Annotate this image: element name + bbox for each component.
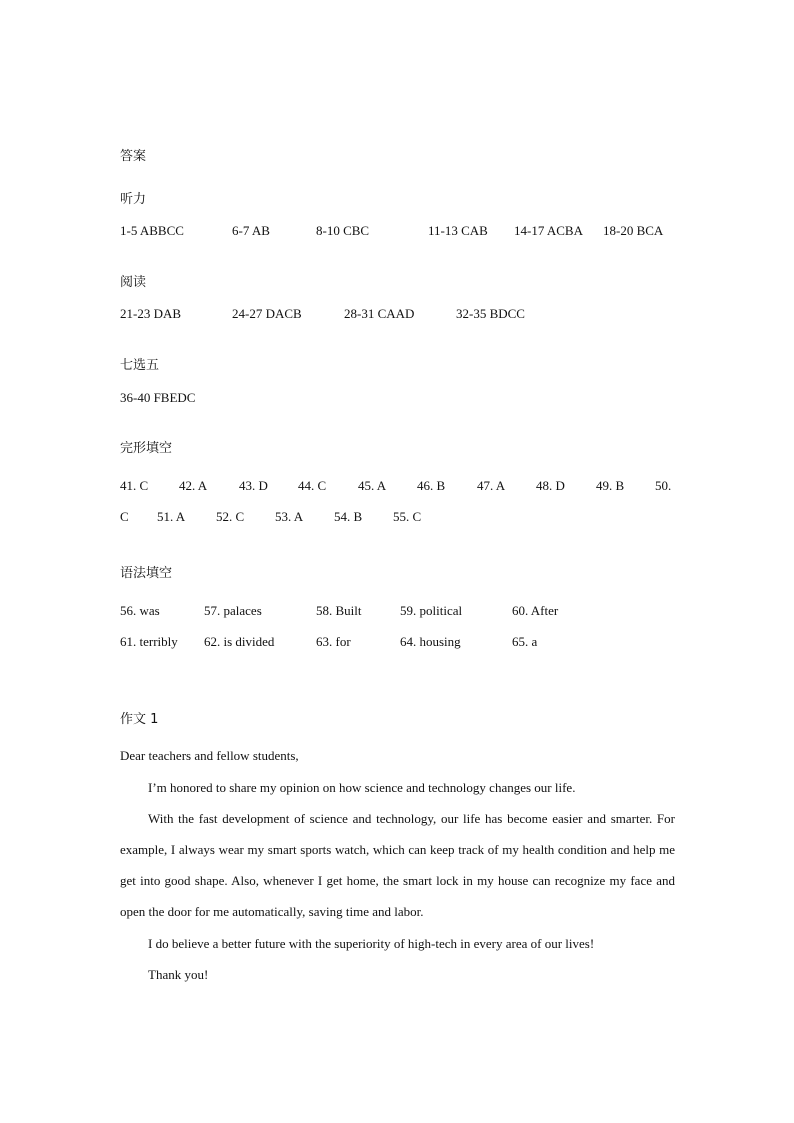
cloze-answer: 46. B	[417, 478, 446, 493]
essay-greeting: Dear teachers and fellow students,	[120, 748, 299, 763]
cloze-answer: 51. A	[157, 509, 186, 524]
cloze-answer: 55. C	[393, 509, 422, 524]
grammar-answer: 57. palaces	[204, 603, 262, 618]
listening-answer: 8-10 CBC	[316, 223, 370, 238]
cloze-answer: 44. C	[298, 478, 327, 493]
cloze-answer: 50.	[655, 478, 672, 493]
grammar-answer: 56. was	[120, 603, 160, 618]
essay-closing: Thank you!	[148, 967, 209, 982]
cloze-answer: 49. B	[596, 478, 625, 493]
cloze-answer: 43. D	[239, 478, 268, 493]
essay-paragraph: With the fast development of science and technology, our life has become easier and smarter. For example, I always wear my smart sports watch, which can keep track of my health condition and help me get into good shape. Also, whenever I get home, the smart lock in my house can recognize my face and open the door for me automatically, saving time and labor.	[120, 811, 675, 919]
cloze-answer: 48. D	[536, 478, 565, 493]
listening-answer: 14-17 ACBA	[514, 223, 583, 238]
reading-answer: 24-27 DACB	[232, 306, 302, 321]
reading-heading: 阅读	[120, 275, 147, 290]
cloze-answer: 41. C	[120, 478, 149, 493]
grammar-answer: 60. After	[512, 603, 559, 618]
reading-answer: 28-31 CAAD	[344, 306, 415, 321]
grammar-answer: 64. housing	[400, 634, 461, 649]
grammar-answer: 59. political	[400, 603, 463, 618]
cloze-answer: C	[120, 509, 129, 524]
essay-heading: 作文 1	[120, 712, 159, 727]
essay-paragraph: I do believe a better future with the superiority of high-tech in every area of our lives!	[148, 936, 595, 951]
cloze-answer: 42. A	[179, 478, 208, 493]
grammar-answer: 61. terribly	[120, 634, 178, 649]
grammar-answer: 58. Built	[316, 603, 362, 618]
page-title: 答案	[120, 149, 147, 164]
cloze-answer: 47. A	[477, 478, 506, 493]
reading-answer: 21-23 DAB	[120, 306, 182, 321]
seven-five-heading: 七选五	[120, 358, 160, 373]
listening-heading: 听力	[120, 192, 147, 207]
listening-answer: 1-5 ABBCC	[120, 223, 184, 238]
cloze-answer: 54. B	[334, 509, 363, 524]
essay-paragraph: I’m honored to share my opinion on how science and technology changes our life.	[148, 780, 576, 795]
cloze-answer: 53. A	[275, 509, 304, 524]
cloze-answer: 45. A	[358, 478, 387, 493]
cloze-answer: 52. C	[216, 509, 245, 524]
grammar-answer: 63. for	[316, 634, 351, 649]
seven-five-answer: 36-40 FBEDC	[120, 390, 196, 405]
listening-answer: 6-7 AB	[232, 223, 270, 238]
listening-answer: 18-20 BCA	[603, 223, 664, 238]
grammar-answer: 62. is divided	[204, 634, 275, 649]
grammar-answer: 65. a	[512, 634, 538, 649]
reading-answer: 32-35 BDCC	[456, 306, 525, 321]
cloze-heading: 完形填空	[120, 441, 173, 456]
listening-answer: 11-13 CAB	[428, 223, 488, 238]
grammar-heading: 语法填空	[120, 566, 173, 581]
